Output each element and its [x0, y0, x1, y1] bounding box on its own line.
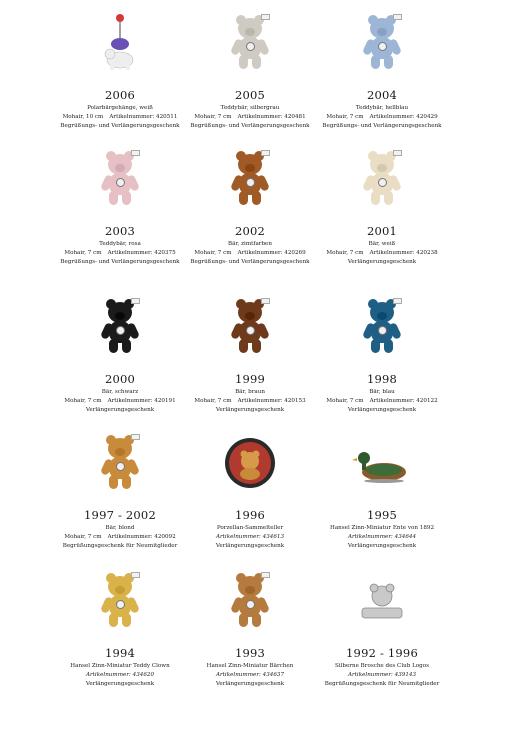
item-gift-type: Verlängerungsgeschenk [347, 543, 417, 549]
item-year: 1999 [234, 372, 266, 386]
item-description: Teddybär, hellblau [355, 105, 409, 111]
item-specs: Mohair, 7 cm Artikelnummer: 420481 [194, 114, 306, 120]
item-specs: Mohair, 10 cm Artikelnummer: 420511 [62, 114, 178, 120]
item-year: 2002 [234, 224, 266, 238]
item-gift-type: Verlängerungsgeschenk [85, 407, 155, 413]
item-specs: Mohair, 7 cm Artikelnummer: 420269 [194, 250, 306, 256]
catalog-item [50, 432, 190, 551]
teddy-bear-icon [180, 148, 320, 210]
bear-figure [228, 12, 272, 72]
item-gift-type: Verlängerungsgeschenk [215, 543, 285, 549]
bear-figure [228, 148, 272, 208]
teddy-bear-icon [180, 12, 320, 74]
catalog-item [312, 432, 452, 551]
item-article-number: Artikelnummer: 434637 [215, 672, 285, 678]
item-gift-type: Begrüßungs- und Verlängerungsgeschenk [190, 259, 310, 265]
item-description: Bär, zimtfarben [228, 241, 272, 247]
item-specs: Mohair, 7 cm Artikelnummer: 420191 [64, 398, 176, 404]
polar-bear-ornament-icon [50, 12, 190, 74]
item-gift-type: Verlängerungsgeschenk [347, 407, 417, 413]
item-year: 2000 [104, 372, 136, 386]
silver-brooch-icon [312, 570, 452, 632]
teddy-bear-icon [50, 148, 190, 210]
item-description: Hansel Zinn-Miniatur Bärchen [206, 663, 294, 669]
bear-figure [228, 296, 272, 356]
item-year: 2003 [104, 224, 136, 238]
item-year: 1996 [234, 508, 266, 522]
catalog-item [180, 432, 320, 551]
teddy-bear-icon [50, 296, 190, 358]
item-description: Hansel Zinn-Miniatur Teddy Clown [70, 663, 170, 669]
item-gift-type: Verlängerungsgeschenk [347, 259, 417, 265]
item-year: 2006 [104, 88, 136, 102]
item-gift-type: Begrüßungsgeschenk für Neumitglieder [324, 681, 440, 687]
item-specs: Mohair, 7 cm Artikelnummer: 420238 [326, 250, 438, 256]
item-specs: Mohair, 7 cm Artikelnummer: 420375 [64, 250, 176, 256]
porcelain-plate-icon [180, 432, 320, 494]
teddy-bear-icon [50, 432, 190, 494]
item-description: Bär, blond [105, 525, 135, 531]
item-year: 2005 [234, 88, 266, 102]
duck-figure-icon [312, 432, 452, 494]
bear-figure [360, 12, 404, 72]
item-gift-type: Verlängerungsgeschenk [85, 681, 155, 687]
item-description: Hansel Zinn-Miniatur Ente von 1892 [329, 525, 435, 531]
item-specs: Mohair, 7 cm Artikelnummer: 420122 [326, 398, 438, 404]
catalog-item [50, 570, 190, 689]
item-year: 2004 [366, 88, 398, 102]
item-article-number: Artikelnummer: 434644 [347, 534, 417, 540]
item-year: 1998 [366, 372, 398, 386]
item-gift-type: Begrüßungs- und Verlängerungsgeschenk [190, 123, 310, 129]
catalog-item [180, 296, 320, 415]
item-gift-type: Verlängerungsgeschenk [215, 681, 285, 687]
bear-figure [360, 296, 404, 356]
item-gift-type: Begrüßungs- und Verlängerungsgeschenk [322, 123, 442, 129]
bear-figure [360, 148, 404, 208]
item-article-number: Artikelnummer: 434613 [215, 534, 285, 540]
item-gift-type: Begrüßungs- und Verlängerungsgeschenk [60, 123, 180, 129]
item-description: Bär, schwarz [101, 389, 139, 395]
catalog-item [312, 296, 452, 415]
item-description: Porzellan-Sammelteller [216, 525, 284, 531]
bear-figure [98, 296, 142, 356]
teddy-bear-icon [180, 296, 320, 358]
item-specs: Mohair, 7 cm Artikelnummer: 420429 [326, 114, 438, 120]
teddy-bear-icon [312, 148, 452, 210]
tin-bear-icon [180, 570, 320, 632]
item-article-number: Artikelnummer: 439143 [347, 672, 417, 678]
item-year: 1997 - 2002 [84, 508, 156, 522]
item-year: 1993 [234, 646, 266, 660]
item-specs: Mohair, 7 cm Artikelnummer: 420092 [64, 534, 176, 540]
bear-figure [98, 148, 142, 208]
item-description: Bär, blau [369, 389, 395, 395]
teddy-bear-icon [312, 12, 452, 74]
catalog-item [50, 148, 190, 267]
item-year: 1992 - 1996 [346, 646, 418, 660]
tin-bear-icon [50, 570, 190, 632]
item-article-number: Artikelnummer: 434620 [85, 672, 155, 678]
catalog-item [180, 12, 320, 131]
item-description: Silberne Brosche des Club Logos [335, 663, 429, 669]
item-description: Bär, braun [235, 389, 265, 395]
item-description: Polarbärgehänge, weiß [87, 105, 153, 111]
catalog-item [312, 570, 452, 689]
bear-figure [98, 570, 142, 630]
bear-figure [228, 570, 272, 630]
item-description: Bär, weiß [368, 241, 396, 247]
catalog-item [180, 148, 320, 267]
catalog-item [312, 12, 452, 131]
item-year: 1995 [366, 508, 398, 522]
catalog-item [312, 148, 452, 267]
item-gift-type: Verlängerungsgeschenk [215, 407, 285, 413]
item-gift-type: Begrüßungs- und Verlängerungsgeschenk [60, 259, 180, 265]
item-year: 1994 [104, 646, 136, 660]
catalog-item [50, 296, 190, 415]
item-specs: Mohair, 7 cm Artikelnummer: 420153 [194, 398, 306, 404]
item-year: 2001 [366, 224, 398, 238]
bear-figure [98, 432, 142, 492]
item-description: Teddybär, silbergrau [220, 105, 280, 111]
catalog-item [180, 570, 320, 689]
item-description: Teddybär, rosa [99, 241, 141, 247]
item-gift-type: Begrüßungsgeschenk für Neumitglieder [62, 543, 178, 549]
catalog-item [50, 12, 190, 131]
teddy-bear-icon [312, 296, 452, 358]
